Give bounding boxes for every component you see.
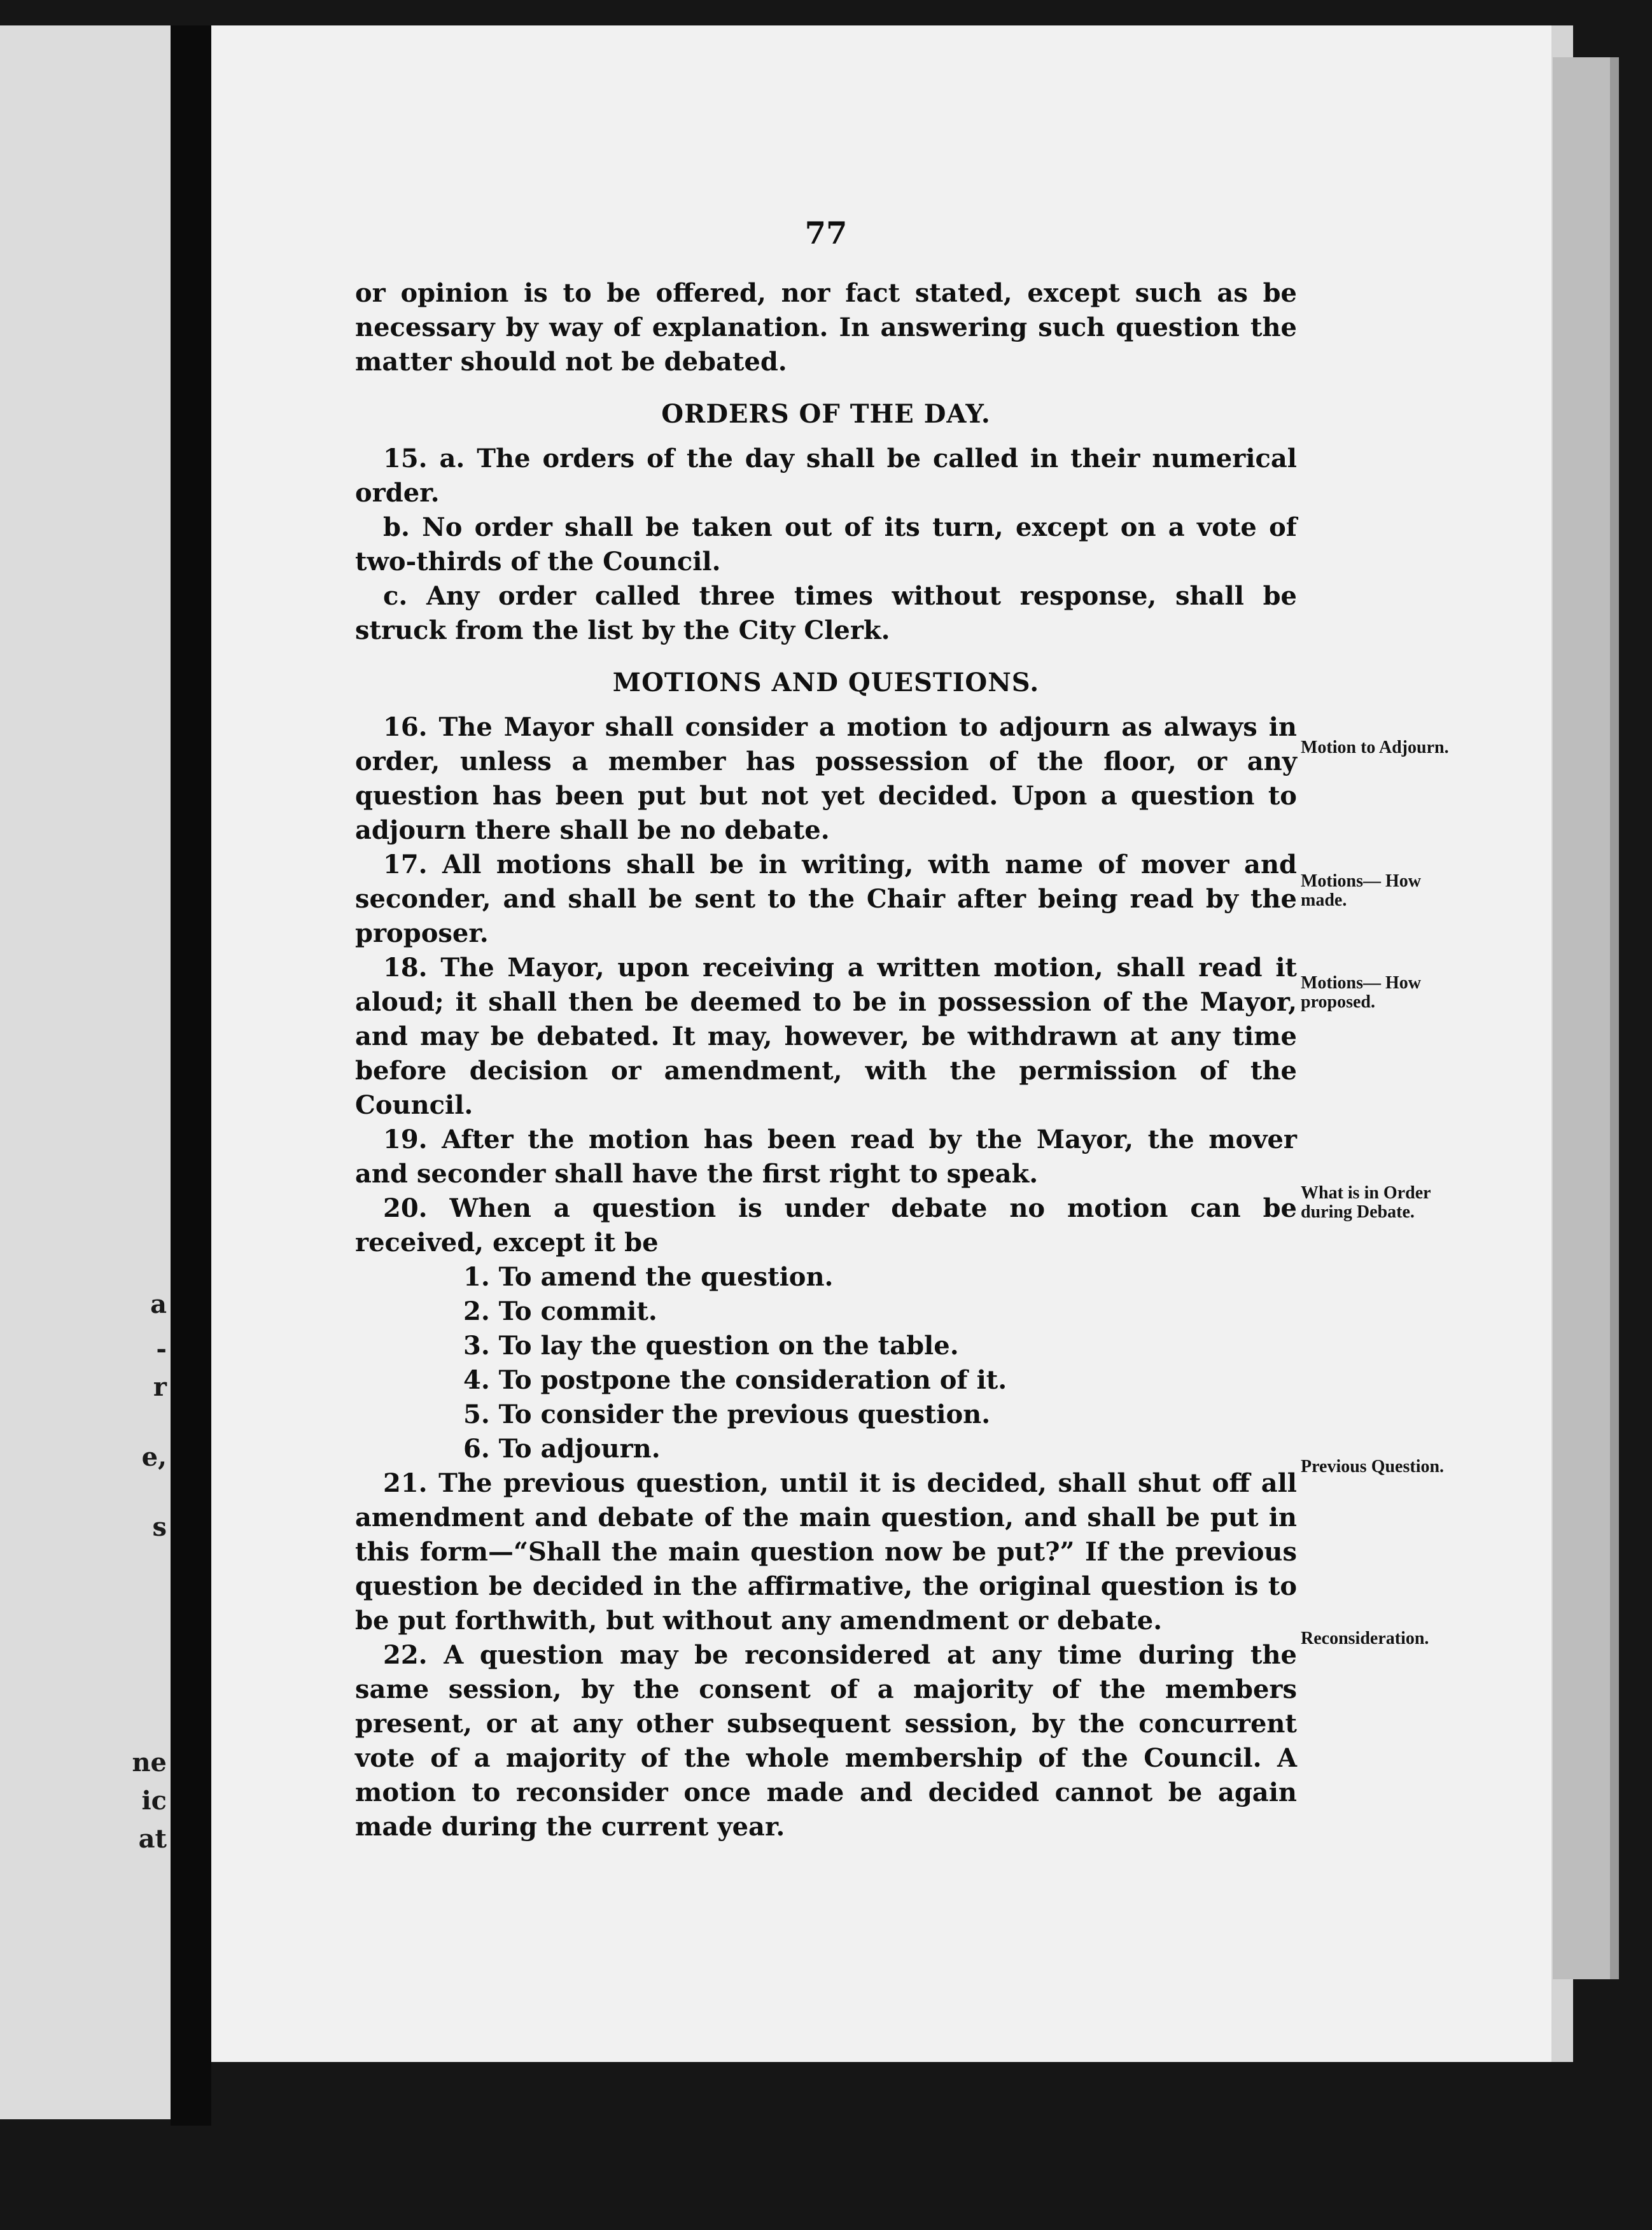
- rule-17: 17. All motions shall be in writing, with name of mover and seconder, and shall be sent to the Chair after being read by the proposer.: [355, 850, 1297, 948]
- side-note-previous-question: Previous Question.: [1301, 1457, 1445, 1476]
- list-item: 2. To commit.: [463, 1296, 657, 1326]
- rule-18: 18. The Mayor, upon receiving a written motion, shall read it aloud; it shall then be deemed to be in possession of the Mayor, and may be debated. It may, however, be withdrawn at any time before decision or amendment, with the permission of the Council.: [355, 953, 1297, 1120]
- prev-page-fragment: -: [156, 1334, 167, 1364]
- section-heading-motions: MOTIONS AND QUESTIONS.: [612, 668, 1040, 698]
- prev-page-fragment: a: [150, 1289, 167, 1319]
- side-note-motions-how-proposed: Motions— How proposed.: [1301, 973, 1421, 1012]
- rule-20-list: [355, 1260, 1297, 1466]
- previous-page-edge: [0, 25, 177, 2119]
- side-note-motion-to-adjourn: Motion to Adjourn.: [1301, 738, 1449, 757]
- list-item: 1. To amend the question.: [463, 1262, 834, 1292]
- rule-22: 22. A question may be reconsidered at any time during the same session, by the consent of a majority of the members present, or at any other subsequent session, by the concurrent vote of a majority of the whole membership of the Council. A motion to reconsider once made and decided cannot be again made during the current year.: [355, 1640, 1297, 1842]
- prev-page-fragment: e,: [141, 1442, 167, 1472]
- prev-page-fragment: at: [138, 1824, 167, 1854]
- book-binding: [171, 25, 211, 2126]
- page-stack-edge: [1553, 57, 1619, 1979]
- prev-page-fragment: ne: [132, 1748, 167, 1778]
- prev-page-fragment: ic: [141, 1786, 167, 1816]
- rule-15c: c. Any order called three times without response, shall be struck from the list by the City Clerk.: [355, 581, 1297, 645]
- rule-21: 21. The previous question, until it is decided, shall shut off all amendment and debate of the main question, and shall be put in this form—“Shall the main question now be put?” If the previous question be decided in the affirmative, the original question is to be put forthwith, but without any amendment or debate.: [355, 1468, 1297, 1636]
- side-note-motions-how-made: Motions— How made.: [1301, 871, 1421, 910]
- side-note-what-in-order: What is in Order during Debate.: [1301, 1183, 1431, 1222]
- opening-paragraph: or opinion is to be offered, nor fact stated, except such as be necessary by way of explanation. In answering such question the matter should not be debated.: [355, 278, 1297, 377]
- list-item: 5. To consider the previous question.: [463, 1399, 991, 1429]
- list-item: 4. To postpone the consideration of it.: [463, 1365, 1007, 1395]
- rule-19: 19. After the motion has been read by the Mayor, the mover and seconder shall have the first right to speak.: [355, 1125, 1297, 1189]
- prev-page-fragment: r: [153, 1372, 167, 1402]
- list-item: 6. To adjourn.: [463, 1434, 661, 1464]
- side-note-reconsideration: Reconsideration.: [1301, 1629, 1429, 1648]
- list-item: 3. To lay the question on the table.: [463, 1331, 959, 1361]
- rule-20: 20. When a question is under debate no motion can be received, except it be: [355, 1193, 1297, 1258]
- page-content: [355, 216, 1297, 1844]
- prev-page-fragment: s: [152, 1512, 167, 1542]
- rule-16: 16. The Mayor shall consider a motion to adjourn as always in order, unless a member has possession of the floor, or any question has been put but not yet decided. Upon a question to adjourn there shall be no debate.: [355, 712, 1297, 845]
- rule-15b: b. No order shall be taken out of its turn, except on a vote of two-thirds of the Council.: [355, 512, 1297, 577]
- rule-15a: 15. a. The orders of the day shall be called in their numerical order.: [355, 444, 1297, 508]
- page-number: 77: [804, 216, 848, 251]
- section-heading-orders: ORDERS OF THE DAY.: [661, 399, 991, 429]
